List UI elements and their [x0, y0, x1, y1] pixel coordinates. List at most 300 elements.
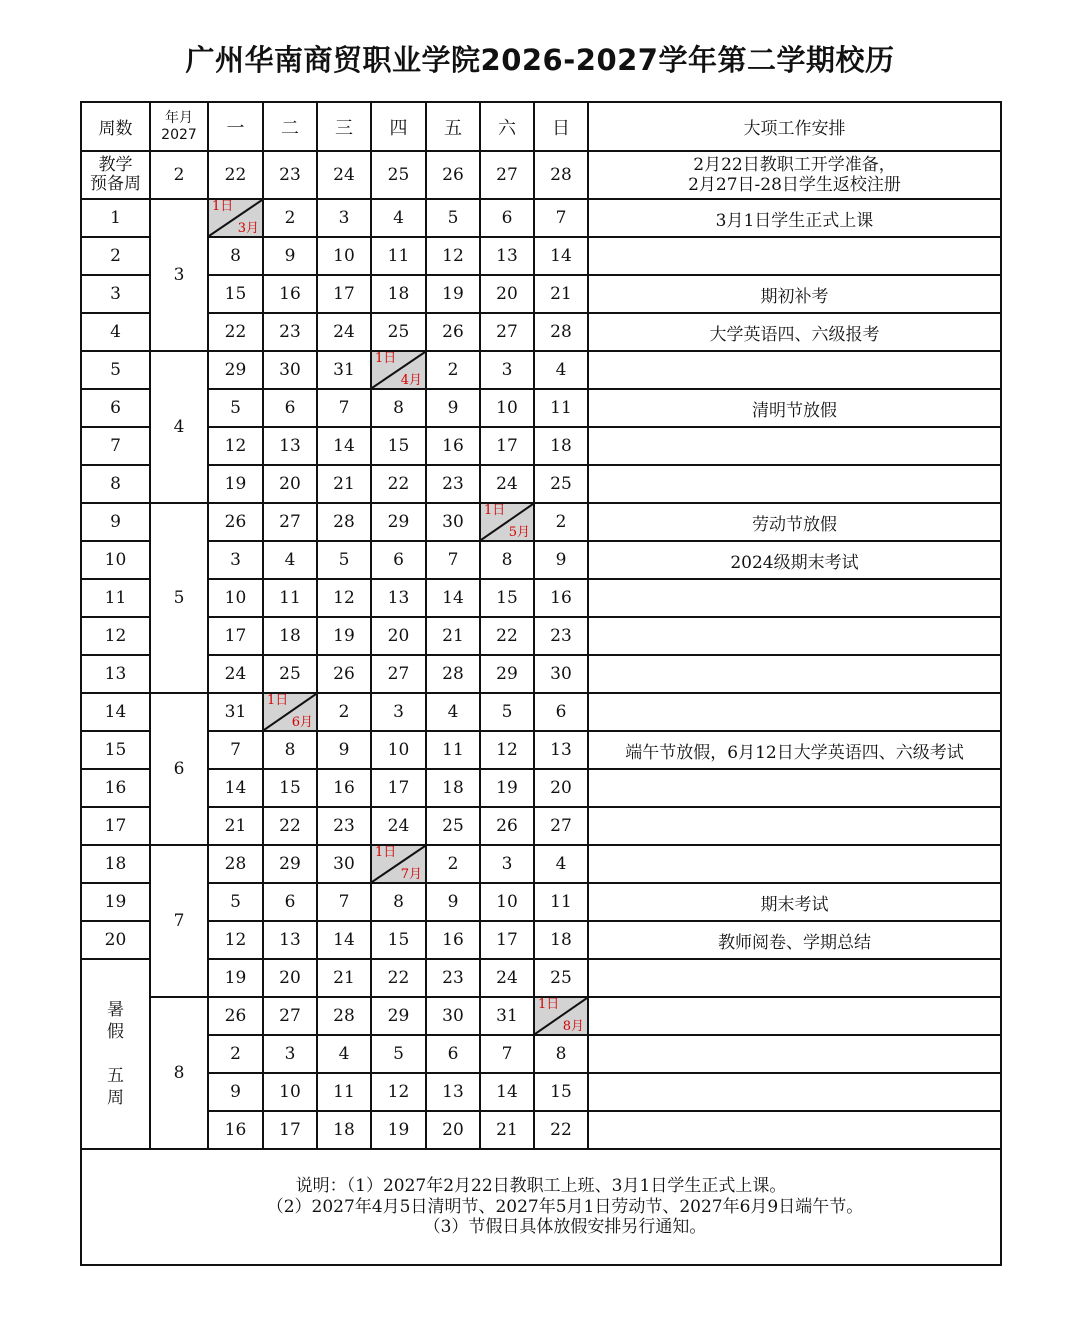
day-cell: 21: [317, 959, 371, 997]
day-cell: 27: [534, 807, 588, 845]
day-cell: 21: [534, 275, 588, 313]
day-cell: 27: [371, 655, 426, 693]
day-cell: 26: [208, 503, 263, 541]
day-cell: 11: [534, 389, 588, 427]
day-cell: 14: [426, 579, 480, 617]
arrangement-cell: 劳动节放假: [588, 503, 1001, 541]
day-cell: 3: [208, 541, 263, 579]
day-cell: 19: [426, 275, 480, 313]
note-line-1: 说明：（1）2027年2月22日教职工上班、3月1日学生正式上课。: [295, 1176, 787, 1197]
day-cell: 31: [208, 693, 263, 731]
day-cell: 2: [208, 1035, 263, 1073]
day-cell: 17: [480, 427, 534, 465]
day-cell: 8: [371, 389, 426, 427]
week-row: [81, 503, 1001, 541]
day-cell: 2: [426, 351, 480, 389]
day-cell: 10: [371, 731, 426, 769]
month-label-aug: 8: [150, 997, 208, 1149]
day-cell: 22: [208, 151, 263, 199]
month-label-apr: 4: [150, 351, 208, 503]
day-cell: 6: [263, 883, 317, 921]
day-cell: 10: [208, 579, 263, 617]
day-cell: 9: [208, 1073, 263, 1111]
month-start-month: 7月: [400, 867, 422, 882]
day-cell: 3: [480, 351, 534, 389]
day-cell: 11: [317, 1073, 371, 1111]
week-row: [81, 655, 1001, 693]
day-cell: 3: [480, 845, 534, 883]
day-cell: 17: [317, 275, 371, 313]
day-cell: 22: [480, 617, 534, 655]
week-row: [81, 883, 1001, 921]
day-cell: 20: [480, 275, 534, 313]
month-start-month: 3月: [237, 221, 259, 236]
day-cell: 7: [317, 883, 371, 921]
week-number: 3: [81, 275, 150, 313]
week-row: [81, 275, 1001, 313]
month-start-day: 1日: [375, 845, 397, 860]
day-cell: 8: [371, 883, 426, 921]
day-cell: 5: [426, 199, 480, 237]
week-row: [81, 541, 1001, 579]
day-cell: 8: [534, 1035, 588, 1073]
day-cell: 4: [534, 351, 588, 389]
day-cell: 12: [317, 579, 371, 617]
day-cell: 20: [426, 1111, 480, 1149]
day-cell: 9: [317, 731, 371, 769]
day-cell: 30: [263, 351, 317, 389]
day-cell: 4: [426, 693, 480, 731]
day-cell: 30: [426, 997, 480, 1035]
month-start-month: 4月: [400, 373, 422, 388]
arrangement-cell: 2024级期末考试: [588, 541, 1001, 579]
day-cell: 15: [534, 1073, 588, 1111]
day-cell: 14: [317, 427, 371, 465]
arrangement-cell: 教师阅卷、学期总结: [588, 921, 1001, 959]
notes-cell: [81, 1149, 1001, 1265]
week-number: 13: [81, 655, 150, 693]
day-cell: 11: [263, 579, 317, 617]
day-cell: 20: [263, 465, 317, 503]
day-cell: 7: [426, 541, 480, 579]
week-number: 16: [81, 769, 150, 807]
day-cell: 5: [208, 883, 263, 921]
day-cell: 12: [426, 237, 480, 275]
day-cell: 7: [534, 199, 588, 237]
day-cell: 15: [263, 769, 317, 807]
day-cell: 20: [371, 617, 426, 655]
day-cell: 11: [371, 237, 426, 275]
day-cell: 18: [317, 1111, 371, 1149]
week-number: 17: [81, 807, 150, 845]
day-cell: 24: [317, 313, 371, 351]
month-label-mar: 3: [150, 199, 208, 351]
day-cell: 2: [263, 199, 317, 237]
day-cell: 4: [317, 1035, 371, 1073]
week-row: [81, 693, 1001, 731]
arrangement-cell: 清明节放假: [588, 389, 1001, 427]
day-cell: 3: [371, 693, 426, 731]
day-cell: 28: [534, 313, 588, 351]
day-cell: 25: [263, 655, 317, 693]
prep-week-label-line1: 教学: [98, 155, 133, 175]
day-cell: 5: [371, 1035, 426, 1073]
day-cell: 19: [208, 959, 263, 997]
month-start-cell: [371, 351, 426, 389]
day-cell: 23: [317, 807, 371, 845]
day-cell: 15: [208, 275, 263, 313]
week-row: [81, 845, 1001, 883]
day-cell: 27: [263, 503, 317, 541]
day-cell: 3: [317, 199, 371, 237]
month-start-day: 1日: [538, 997, 560, 1012]
day-cell: 16: [534, 579, 588, 617]
month-start-cell: [208, 199, 263, 237]
day-cell: 26: [426, 151, 480, 199]
day-cell: 30: [534, 655, 588, 693]
day-cell: 23: [263, 313, 317, 351]
day-cell: 13: [371, 579, 426, 617]
day-cell: 16: [426, 427, 480, 465]
header-row: [81, 102, 1001, 151]
day-cell: 5: [208, 389, 263, 427]
day-cell: 30: [426, 503, 480, 541]
summer-week-row: [81, 1111, 1001, 1149]
day-cell: 7: [480, 1035, 534, 1073]
summer-vacation-label: [81, 959, 150, 1149]
day-cell: 11: [426, 731, 480, 769]
day-cell: 22: [371, 959, 426, 997]
summer-week-row: [81, 959, 1001, 997]
calendar-table: [80, 101, 1002, 1266]
day-cell: 6: [371, 541, 426, 579]
month-start-day: 1日: [212, 199, 234, 214]
day-cell: 25: [534, 465, 588, 503]
day-cell: 23: [426, 959, 480, 997]
arrangement-cell: [588, 617, 1001, 655]
day-cell: 7: [208, 731, 263, 769]
day-cell: 20: [534, 769, 588, 807]
day-cell: 4: [371, 199, 426, 237]
month-start-cell: [371, 845, 426, 883]
day-cell: 14: [534, 237, 588, 275]
day-cell: 21: [480, 1111, 534, 1149]
day-cell: 13: [263, 921, 317, 959]
header-week: 周数: [81, 102, 150, 151]
day-cell: 6: [426, 1035, 480, 1073]
summer-week-row: [81, 1073, 1001, 1111]
day-cell: 29: [208, 351, 263, 389]
day-cell: 24: [208, 655, 263, 693]
day-cell: 21: [208, 807, 263, 845]
arrangement-cell: 端午节放假，6月12日大学英语四、六级考试: [588, 731, 1001, 769]
day-cell: 17: [480, 921, 534, 959]
month-label-jul: 7: [150, 845, 208, 997]
day-cell: 8: [263, 731, 317, 769]
day-cell: 9: [534, 541, 588, 579]
arrangement-cell: 期初补考: [588, 275, 1001, 313]
day-cell: 28: [317, 997, 371, 1035]
day-cell: 17: [263, 1111, 317, 1149]
day-cell: 22: [263, 807, 317, 845]
notes-row: [81, 1149, 1001, 1265]
note-line-2: （2）2027年4月5日清明节、2027年5月1日劳动节、2027年6月9日端午节。: [266, 1196, 864, 1217]
week-number: 15: [81, 731, 150, 769]
day-cell: 24: [480, 959, 534, 997]
day-cell: 27: [480, 151, 534, 199]
day-cell: 18: [426, 769, 480, 807]
day-cell: 25: [534, 959, 588, 997]
arrangement-cell: [588, 465, 1001, 503]
day-cell: 2: [534, 503, 588, 541]
day-cell: 19: [371, 1111, 426, 1149]
summer-label-spacer: [82, 1043, 149, 1065]
month-start-cell: [480, 503, 534, 541]
arrangement-cell: [588, 237, 1001, 275]
arrangement-cell: [588, 1035, 1001, 1073]
week-number: 20: [81, 921, 150, 959]
header-day-sat: 六: [480, 102, 534, 151]
day-cell: 27: [263, 997, 317, 1035]
header-day-thu: 四: [371, 102, 426, 151]
prep-arrangement-line1: 2月22日教职工开学准备，: [693, 155, 896, 175]
day-cell: 4: [263, 541, 317, 579]
day-cell: 19: [208, 465, 263, 503]
week-number: 18: [81, 845, 150, 883]
arrangement-cell: [588, 959, 1001, 997]
day-cell: 6: [534, 693, 588, 731]
day-cell: 14: [317, 921, 371, 959]
day-cell: 25: [426, 807, 480, 845]
summer-label-char: 假: [107, 1022, 124, 1042]
prep-week-label-line2: 预备周: [90, 174, 141, 194]
header-day-mon: 一: [208, 102, 263, 151]
day-cell: 13: [534, 731, 588, 769]
header-day-tue: 二: [263, 102, 317, 151]
prep-week-arrangement: [588, 151, 1001, 199]
month-start-day: 1日: [375, 351, 397, 366]
day-cell: 24: [371, 807, 426, 845]
day-cell: 25: [371, 151, 426, 199]
week-number: 5: [81, 351, 150, 389]
week-row: [81, 427, 1001, 465]
arrangement-cell: 3月1日学生正式上课: [588, 199, 1001, 237]
day-cell: 5: [480, 693, 534, 731]
day-cell: 18: [534, 921, 588, 959]
month-start-cell: [263, 693, 317, 731]
day-cell: 29: [371, 997, 426, 1035]
day-cell: 17: [208, 617, 263, 655]
week-number: 10: [81, 541, 150, 579]
day-cell: 21: [426, 617, 480, 655]
day-cell: 12: [480, 731, 534, 769]
day-cell: 24: [480, 465, 534, 503]
prep-week-row: [81, 151, 1001, 199]
week-number: 1: [81, 199, 150, 237]
day-cell: 18: [263, 617, 317, 655]
month-start-month: 5月: [508, 525, 530, 540]
arrangement-cell: [588, 1111, 1001, 1149]
day-cell: 5: [317, 541, 371, 579]
summer-week-row: [81, 1035, 1001, 1073]
week-row: [81, 389, 1001, 427]
day-cell: 9: [426, 389, 480, 427]
day-cell: 22: [371, 465, 426, 503]
week-number: 4: [81, 313, 150, 351]
header-yearmonth-label: 年月: [165, 109, 193, 126]
day-cell: 6: [263, 389, 317, 427]
header-day-wed: 三: [317, 102, 371, 151]
arrangement-cell: [588, 1073, 1001, 1111]
day-cell: 16: [208, 1111, 263, 1149]
week-row: [81, 921, 1001, 959]
day-cell: 20: [263, 959, 317, 997]
day-cell: 10: [480, 883, 534, 921]
day-cell: 23: [263, 151, 317, 199]
day-cell: 13: [263, 427, 317, 465]
day-cell: 15: [371, 921, 426, 959]
day-cell: 31: [480, 997, 534, 1035]
header-arrangements: 大项工作安排: [588, 102, 1001, 151]
day-cell: 28: [534, 151, 588, 199]
day-cell: 10: [317, 237, 371, 275]
month-label-may: 5: [150, 503, 208, 693]
arrangement-cell: [588, 427, 1001, 465]
summer-label-char: 暑: [107, 1000, 124, 1020]
arrangement-cell: [588, 655, 1001, 693]
day-cell: 10: [480, 389, 534, 427]
header-yearmonth: [150, 102, 208, 151]
week-number: 9: [81, 503, 150, 541]
day-cell: 8: [480, 541, 534, 579]
day-cell: 26: [426, 313, 480, 351]
week-row: [81, 237, 1001, 275]
arrangement-cell: [588, 579, 1001, 617]
arrangement-cell: [588, 845, 1001, 883]
day-cell: 18: [534, 427, 588, 465]
week-row: [81, 579, 1001, 617]
day-cell: 7: [317, 389, 371, 427]
prep-week-label: [81, 151, 150, 199]
day-cell: 29: [371, 503, 426, 541]
day-cell: 19: [480, 769, 534, 807]
summer-label-char: 周: [107, 1088, 124, 1108]
week-row: [81, 465, 1001, 503]
week-row: [81, 807, 1001, 845]
day-cell: 27: [480, 313, 534, 351]
day-cell: 28: [426, 655, 480, 693]
week-number: 14: [81, 693, 150, 731]
day-cell: 2: [317, 693, 371, 731]
day-cell: 15: [480, 579, 534, 617]
arrangement-cell: [588, 807, 1001, 845]
day-cell: 12: [208, 921, 263, 959]
day-cell: 12: [208, 427, 263, 465]
week-row: [81, 313, 1001, 351]
week-number: 6: [81, 389, 150, 427]
week-row: [81, 769, 1001, 807]
note-line-3: （3）节假日具体放假安排另行通知。: [423, 1217, 707, 1238]
arrangement-cell: 大学英语四、六级报考: [588, 313, 1001, 351]
day-cell: 23: [426, 465, 480, 503]
day-cell: 16: [263, 275, 317, 313]
arrangement-cell: 期末考试: [588, 883, 1001, 921]
month-start-day: 1日: [484, 503, 506, 518]
header-day-sun: 日: [534, 102, 588, 151]
day-cell: 24: [317, 151, 371, 199]
header-day-fri: 五: [426, 102, 480, 151]
day-cell: 26: [317, 655, 371, 693]
day-cell: 13: [480, 237, 534, 275]
day-cell: 10: [263, 1073, 317, 1111]
arrangement-cell: [588, 997, 1001, 1035]
month-label-jun: 6: [150, 693, 208, 845]
week-number: 12: [81, 617, 150, 655]
month-start-month: 8月: [562, 1019, 584, 1034]
day-cell: 9: [263, 237, 317, 275]
week-number: 2: [81, 237, 150, 275]
week-number: 19: [81, 883, 150, 921]
day-cell: 18: [371, 275, 426, 313]
month-label-feb: 2: [150, 151, 208, 199]
day-cell: 6: [480, 199, 534, 237]
day-cell: 22: [534, 1111, 588, 1149]
day-cell: 29: [480, 655, 534, 693]
day-cell: 29: [263, 845, 317, 883]
day-cell: 26: [208, 997, 263, 1035]
day-cell: 30: [317, 845, 371, 883]
summer-label-char: 五: [107, 1066, 124, 1086]
day-cell: 11: [534, 883, 588, 921]
day-cell: 28: [208, 845, 263, 883]
week-row: [81, 351, 1001, 389]
arrangement-cell: [588, 351, 1001, 389]
month-start-day: 1日: [267, 693, 289, 708]
prep-arrangement-line2: 2月27日-28日学生返校注册: [688, 175, 901, 195]
day-cell: 22: [208, 313, 263, 351]
arrangement-cell: [588, 769, 1001, 807]
day-cell: 23: [534, 617, 588, 655]
day-cell: 14: [480, 1073, 534, 1111]
page-title: 广州华南商贸职业学院2026-2027学年第二学期校历: [185, 43, 895, 77]
day-cell: 15: [371, 427, 426, 465]
day-cell: 25: [371, 313, 426, 351]
month-start-cell: [534, 997, 588, 1035]
day-cell: 8: [208, 237, 263, 275]
day-cell: 3: [263, 1035, 317, 1073]
week-row: [81, 731, 1001, 769]
day-cell: 16: [426, 921, 480, 959]
day-cell: 9: [426, 883, 480, 921]
day-cell: 28: [317, 503, 371, 541]
week-row: [81, 617, 1001, 655]
day-cell: 17: [371, 769, 426, 807]
summer-week-row: [81, 997, 1001, 1035]
week-row: [81, 199, 1001, 237]
day-cell: 4: [534, 845, 588, 883]
week-number: 7: [81, 427, 150, 465]
day-cell: 14: [208, 769, 263, 807]
day-cell: 19: [317, 617, 371, 655]
day-cell: 12: [371, 1073, 426, 1111]
arrangement-cell: [588, 693, 1001, 731]
day-cell: 2: [426, 845, 480, 883]
day-cell: 21: [317, 465, 371, 503]
day-cell: 31: [317, 351, 371, 389]
day-cell: 16: [317, 769, 371, 807]
month-start-month: 6月: [291, 715, 313, 730]
week-number: 8: [81, 465, 150, 503]
